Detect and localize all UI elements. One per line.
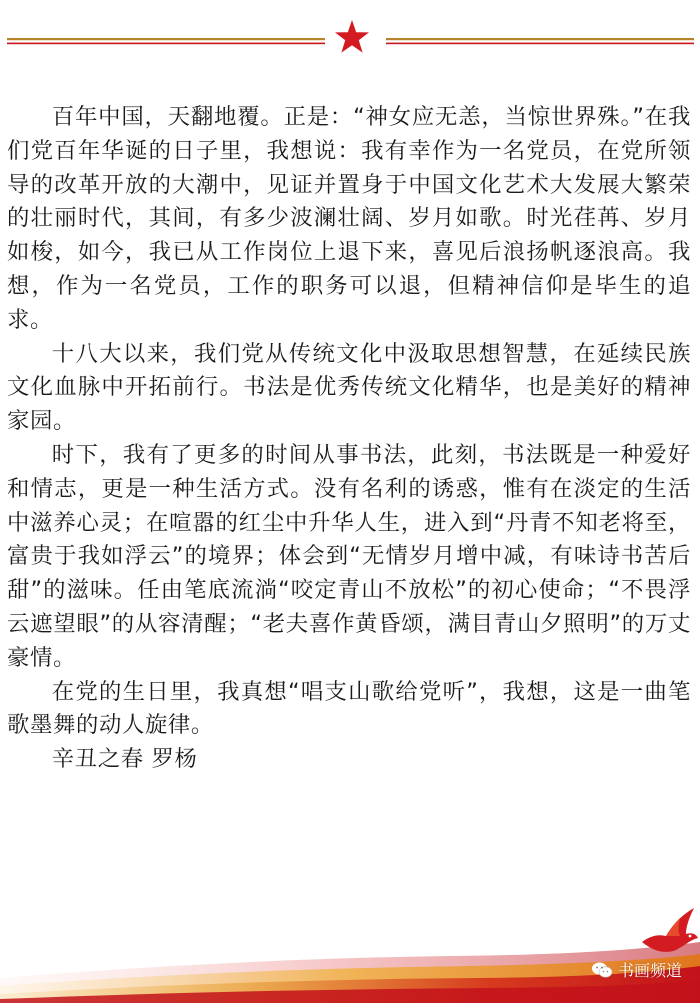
- article-body: [7, 101, 691, 777]
- wechat-icon: [591, 961, 613, 979]
- star-icon: [335, 20, 369, 53]
- watermark-label: 书画频道: [617, 961, 682, 980]
- header-left-lines: [7, 38, 325, 44]
- header-ornament: [0, 14, 700, 60]
- paragraph-3: 时下，我有了更多的时间从事书法，此刻，书法既是一种爱好和情志，更是一种生活方式。没有名利的诱惑，惟有在淡定的生活中滋养心灵；在喧嚣的红尘中升华人生，进入到“丹青不知老将至，富贵于我如浮云”的境界；体会到“无情岁月增中减，有味诗书苦后甜”的滋味。任由笔底流淌“咬定青山不放松”的初心使命；“不畏浮云遮望眼”的从容清醒；“老夫喜作黄昏颂，满目青山夕照明”的万丈豪情。: [7, 441, 691, 671]
- watermark: [591, 958, 682, 981]
- paragraph-4: 在党的生日里，我真想“唱支山歌给党听”，我想，这是一曲笔歌墨舞的动人旋律。: [7, 678, 691, 739]
- signature: 辛丑之春 罗杨: [51, 746, 198, 773]
- header-right-lines: [386, 38, 694, 44]
- paragraph-1: 百年中国，天翻地覆。正是：“神女应无恙，当惊世界殊。”在我们党百年华诞的日子里，我想说：我有幸作为一名党员，在党所领导的改革开放的大潮中，见证并置身于中国文化艺术大发展大繁荣的壮丽时代，其间，有多少波澜壮阔、岁月如歌。时光荏苒、岁月如梭，如今，我已从工作岗位上退下来，喜见后浪扬帆逐浪高。我想，作为一名党员，工作的职务可以退，但精神信仰是毕生的追求。: [7, 104, 691, 333]
- paragraph-2: 十八大以来，我们党从传统文化中汲取思想智慧，在延续民族文化血脉中开拓前行。书法是优秀传统文化精华，也是美好的精神家园。: [7, 340, 691, 435]
- footer-decoration: [0, 900, 700, 1003]
